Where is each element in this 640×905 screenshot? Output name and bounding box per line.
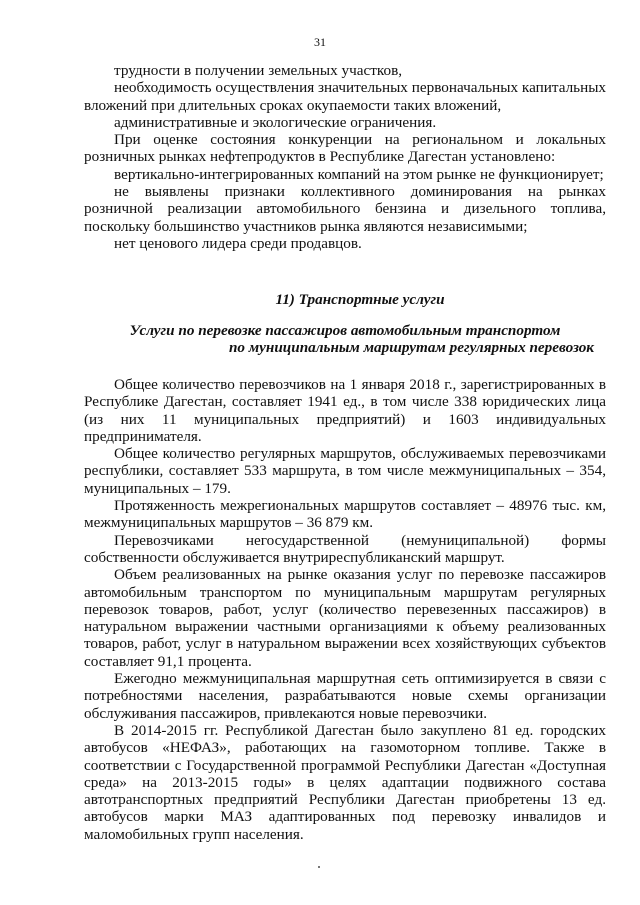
paragraph: Перевозчиками негосударственной (немуниципальной) формы собственности обслуживается внутриреспубликанский маршрут.: [84, 531, 606, 566]
subsection-title-line-2: по муниципальным маршрутам регулярных перевозок: [228, 339, 594, 357]
paragraph: Общее количество перевозчиков на 1 января 2018 г., зарегистрированных в Республике Дагестан, составляет 1941 ед., в том числе 338 юридических лица (из них 11 муниципальных предприятий) и 1603 индивидуальных предпринимателя.: [84, 376, 606, 445]
paragraph: Ежегодно межмуниципальная маршрутная сеть оптимизируется в связи с потребностями населения, разрабатываются новые схемы организации обслуживания пассажиров, привлекаются новые перевозчики.: [84, 670, 606, 722]
scan-speck: [318, 866, 320, 868]
subsection-title-line-1: Услуги по перевозке пассажиров автомобильным транспортом: [129, 322, 561, 339]
paragraph: трудности в получении земельных участков,: [114, 62, 403, 79]
paragraph: не выявлены признаки коллективного доминирования на рынках розничной реализации автомобильного бензина и дизельного топлива, поскольку большинство участников рынка являются независимыми;: [84, 183, 606, 235]
paragraph: вертикально-интегрированных компаний на этом рынке не функционирует;: [114, 165, 604, 183]
subsection-title: [84, 322, 606, 357]
section-title: 11) Транспортные услуги: [275, 291, 445, 308]
paragraph: необходимость осуществления значительных первоначальных капитальных вложений при длительных сроках окупаемости таких вложений,: [84, 79, 606, 114]
body-text-block: [84, 376, 606, 843]
page-number: 31: [314, 35, 326, 49]
paragraph: В 2014-2015 гг. Республикой Дагестан было закуплено 81 ед. городских автобусов «НЕФАЗ», работающих на газомоторном топливе. Также в соответствии с Государственной программой Республики Дагестан «Доступная среда» на 2013-2015 годы» в целях адаптации подвижного состава автотранспортных предприятий Республики Дагестан приобретены 13 ед. автобусов марки МАЗ адаптированных под перевозку инвалидов и маломобильных групп населения.: [84, 721, 606, 843]
paragraph: Протяженность межрегиональных маршрутов составляет – 48976 тыс. км, межмуниципальных маршрутов – 36 879 км.: [84, 497, 606, 532]
top-text-block: [84, 62, 606, 252]
paragraph: Общее количество регулярных маршрутов, обслуживаемых перевозчиками республики, составляет 533 маршрута, в том числе межмуниципальных – 354, муниципальных – 179.: [84, 445, 606, 497]
paragraph: Объем реализованных на рынке оказания услуг по перевозке пассажиров автомобильным транспортом по муниципальным маршрутам регулярных перевозок товаров, работ, услуг (количество перевезенных пассажиров) в натуральном выражении частными организациями к объему реализованных товаров, работ, услуг в натуральном выражении всех хозяйствующих субъектов составляет 91,1 процента.: [84, 566, 606, 670]
paragraph: При оценке состояния конкуренции на региональном и локальных розничных рынках нефтепродуктов в Республике Дагестан установлено:: [84, 131, 606, 166]
paragraph: нет ценового лидера среди продавцов.: [114, 234, 362, 252]
section-title-wrap: [84, 291, 606, 308]
paragraph: административные и экологические ограничения.: [114, 113, 437, 131]
